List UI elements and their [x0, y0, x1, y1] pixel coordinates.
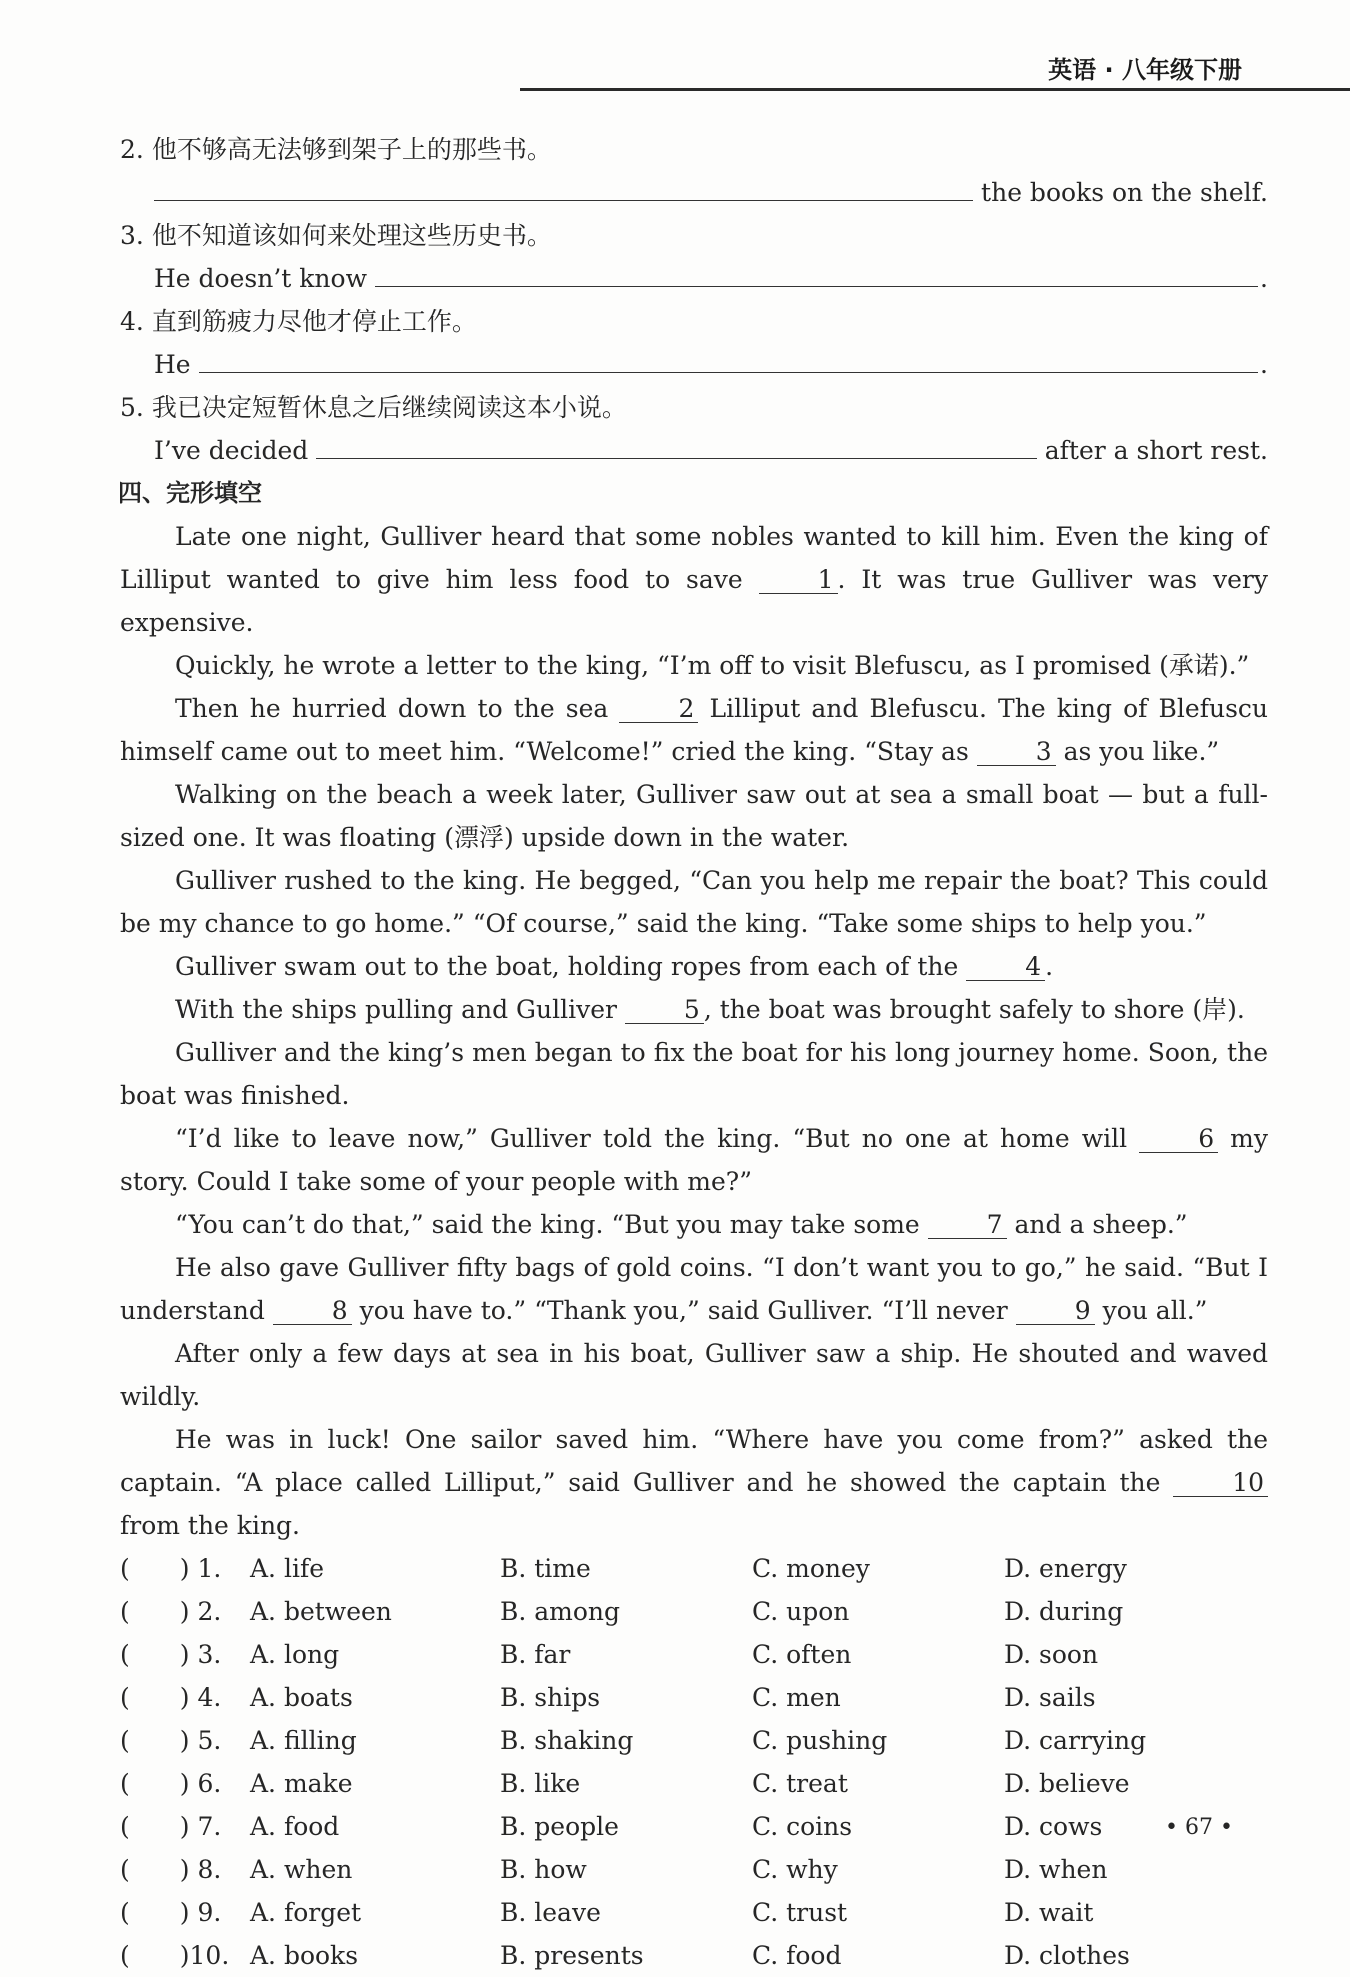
passage-paragraph-9 — [120, 1117, 1268, 1203]
option-d[interactable]: D. energy — [1004, 1554, 1127, 1583]
item-prefix: I’ve decided — [154, 436, 309, 465]
item-suffix: the books on the shelf. — [981, 178, 1268, 207]
option-d[interactable]: D. during — [1004, 1597, 1124, 1626]
answer-bracket[interactable]: ( ) 9. — [120, 1898, 222, 1927]
section-title: 四、完形填空 — [118, 479, 262, 507]
page-content — [120, 128, 1268, 1977]
cloze-blank-8[interactable]: 8 — [273, 1298, 352, 1325]
item-number: 4. — [120, 307, 144, 336]
answer-bracket[interactable]: ( ) 3. — [120, 1640, 222, 1669]
passage-paragraph-4 — [120, 773, 1268, 859]
item-suffix: . — [1260, 350, 1268, 379]
option-b[interactable]: B. far — [500, 1640, 571, 1669]
option-a[interactable]: A. boats — [250, 1683, 353, 1712]
option-b[interactable]: B. how — [500, 1855, 587, 1884]
item-chinese: 他不知道该如何来处理这些历史书。 — [151, 221, 552, 250]
option-row — [120, 1633, 1268, 1676]
option-a[interactable]: A. make — [250, 1769, 353, 1798]
option-c[interactable]: C. trust — [752, 1898, 848, 1927]
item-chinese: 我已决定短暂休息之后继续阅读这本小说。 — [151, 393, 627, 422]
text: Walking on the beach a week later, Gulliver saw out at sea a small boat — but a full-sized one. It was floating (漂浮) upside down in the water. — [120, 780, 1268, 852]
text: After only a few days at sea in his boat, Gulliver saw a ship. He shouted and waved wildly. — [120, 1339, 1268, 1411]
option-row — [120, 1676, 1268, 1719]
item-suffix: after a short rest. — [1044, 436, 1268, 465]
cloze-blank-1[interactable]: 1 — [759, 567, 838, 594]
option-b[interactable]: B. shaking — [500, 1726, 634, 1755]
answer-blank[interactable] — [375, 260, 1258, 287]
item-prefix: He — [154, 350, 191, 379]
option-row — [120, 1590, 1268, 1633]
option-row — [120, 1719, 1268, 1762]
header-rule — [520, 88, 1350, 91]
option-c[interactable]: C. treat — [752, 1769, 848, 1798]
option-a[interactable]: A. long — [250, 1640, 340, 1669]
option-d[interactable]: D. believe — [1004, 1769, 1130, 1798]
passage-paragraph-12 — [120, 1332, 1268, 1418]
text: “I’d like to leave now,” Gulliver told the king. “But no one at home will — [175, 1124, 1128, 1153]
translation-item-4-cn — [120, 300, 1268, 343]
text: Gulliver rushed to the king. He begged, “Can you help me repair the boat? This could be my chance to go home.” “Of course,” said the king. “Take some ships to help you.” — [120, 866, 1268, 938]
passage-paragraph-10 — [120, 1203, 1268, 1246]
cloze-blank-3[interactable]: 3 — [977, 739, 1056, 766]
item-chinese: 他不够高无法够到架子上的那些书。 — [151, 135, 552, 164]
option-b[interactable]: B. ships — [500, 1683, 601, 1712]
cloze-blank-4[interactable]: 4 — [966, 954, 1045, 981]
item-number: 2. — [120, 135, 144, 164]
text: Gulliver swam out to the boat, holding ropes from each of the — [175, 952, 959, 981]
passage-paragraph-3 — [120, 687, 1268, 773]
cloze-blank-2[interactable]: 2 — [619, 696, 698, 723]
option-d[interactable]: D. sails — [1004, 1683, 1096, 1712]
cloze-blank-5[interactable]: 5 — [625, 997, 704, 1024]
option-d[interactable]: D. when — [1004, 1855, 1108, 1884]
option-b[interactable]: B. time — [500, 1554, 591, 1583]
translation-item-2-cn — [120, 128, 1268, 171]
answer-bracket[interactable]: ( ) 2. — [120, 1597, 222, 1626]
passage-paragraph-5 — [120, 859, 1268, 945]
options-table — [120, 1547, 1268, 1977]
cloze-blank-10[interactable]: 10 — [1173, 1470, 1268, 1497]
item-number: 3. — [120, 221, 144, 250]
answer-bracket[interactable]: ( ) 6. — [120, 1769, 222, 1798]
passage-paragraph-8 — [120, 1031, 1268, 1117]
option-row — [120, 1891, 1268, 1934]
option-c[interactable]: C. pushing — [752, 1726, 888, 1755]
option-c[interactable]: C. men — [752, 1683, 841, 1712]
item-chinese: 直到筋疲力尽他才停止工作。 — [151, 307, 477, 336]
text: my story. Could I take some of your people with me?” — [120, 1124, 1269, 1196]
translation-item-5-cn — [120, 386, 1268, 429]
answer-bracket[interactable]: ( ) 7. — [120, 1812, 222, 1841]
option-c[interactable]: C. food — [752, 1941, 842, 1970]
option-row — [120, 1934, 1268, 1977]
answer-bracket[interactable]: ( ) 8. — [120, 1855, 222, 1884]
text: With the ships pulling and Gulliver — [175, 995, 617, 1024]
option-a[interactable]: A. filling — [250, 1726, 357, 1755]
text: Then he hurried down to the sea — [175, 694, 609, 723]
option-d[interactable]: D. clothes — [1004, 1941, 1130, 1970]
text: . It was true Gulliver was very expensive. — [120, 565, 1268, 637]
text: Lilliput and Blefuscu. The king of Blefuscu himself came out to meet him. “Welcome!” cried the king. “Stay as — [120, 694, 1268, 766]
passage-paragraph-1 — [120, 515, 1268, 644]
text: “You can’t do that,” said the king. “But you may take some — [175, 1210, 920, 1239]
text: and a sheep.” — [1014, 1210, 1188, 1239]
option-d[interactable]: D. carrying — [1004, 1726, 1147, 1755]
option-c[interactable]: C. upon — [752, 1597, 850, 1626]
answer-bracket[interactable]: ( )10. — [120, 1941, 230, 1970]
option-b[interactable]: B. people — [500, 1812, 619, 1841]
cloze-blank-9[interactable]: 9 — [1016, 1298, 1095, 1325]
option-c[interactable]: C. often — [752, 1640, 852, 1669]
answer-bracket[interactable]: ( ) 4. — [120, 1683, 222, 1712]
option-d[interactable]: D. soon — [1004, 1640, 1099, 1669]
text: you have to.” “Thank you,” said Gulliver. “I’ll never — [359, 1296, 1008, 1325]
option-b[interactable]: B. presents — [500, 1941, 644, 1970]
passage-paragraph-13 — [120, 1418, 1268, 1547]
answer-blank[interactable] — [316, 432, 1036, 459]
passage-paragraph-2 — [120, 644, 1268, 687]
passage-paragraph-6 — [120, 945, 1268, 988]
option-d[interactable]: D. cows — [1004, 1812, 1103, 1841]
text: , the boat was brought safely to shore (岸). — [703, 995, 1245, 1024]
text: . — [1045, 952, 1054, 981]
text: Quickly, he wrote a letter to the king, “I’m off to visit Blefuscu, as I promised (承诺).” — [175, 651, 1250, 680]
option-a[interactable]: A. when — [250, 1855, 353, 1884]
option-row — [120, 1805, 1268, 1848]
option-a[interactable]: A. forget — [250, 1898, 362, 1927]
text: He was in luck! One sailor saved him. “Where have you come from?” asked the captain. “A place called Lilliput,” said Gulliver and he showed the captain the — [120, 1425, 1268, 1497]
option-a[interactable]: A. between — [250, 1597, 392, 1626]
option-c[interactable]: C. why — [752, 1855, 838, 1884]
passage-paragraph-11 — [120, 1246, 1268, 1332]
answer-bracket[interactable]: ( ) 1. — [120, 1554, 222, 1583]
text: from the king. — [120, 1511, 300, 1540]
cloze-blank-6[interactable]: 6 — [1139, 1126, 1218, 1153]
translation-item-3-cn — [120, 214, 1268, 257]
option-b[interactable]: B. leave — [500, 1898, 601, 1927]
item-number: 5. — [120, 393, 144, 422]
page-header-title: 英语 · 八年级下册 — [1048, 56, 1242, 84]
answer-blank[interactable] — [199, 346, 1258, 373]
option-b[interactable]: B. among — [500, 1597, 621, 1626]
option-c[interactable]: C. coins — [752, 1812, 853, 1841]
text: He also gave Gulliver fifty bags of gold coins. “I don’t want you to go,” he said. “But I understand — [120, 1253, 1268, 1325]
translation-item-5-answer — [120, 429, 1268, 472]
answer-bracket[interactable]: ( ) 5. — [120, 1726, 222, 1755]
text: you all.” — [1102, 1296, 1208, 1325]
option-row — [120, 1762, 1268, 1805]
item-prefix: He doesn’t know — [154, 264, 367, 293]
text: as you like.” — [1063, 737, 1220, 766]
text: Gulliver and the king’s men began to fix the boat for his long journey home. Soon, the boat was finished. — [120, 1038, 1268, 1110]
passage-paragraph-7 — [120, 988, 1268, 1031]
option-row — [120, 1848, 1268, 1891]
option-a[interactable]: A. books — [250, 1941, 359, 1970]
option-b[interactable]: B. like — [500, 1769, 581, 1798]
page-number: • 67 • — [1165, 1815, 1233, 1840]
translation-item-4-answer — [120, 343, 1268, 386]
text: Late one night, Gulliver heard that some nobles wanted to kill him. Even the king of Lilliput wanted to give him less food to save — [120, 522, 1268, 594]
option-row — [120, 1547, 1268, 1590]
answer-blank[interactable] — [154, 174, 973, 201]
option-a[interactable]: A. food — [250, 1812, 340, 1841]
translation-item-3-answer — [120, 257, 1268, 300]
option-a[interactable]: A. life — [250, 1554, 324, 1583]
option-d[interactable]: D. wait — [1004, 1898, 1094, 1927]
item-suffix: . — [1260, 264, 1268, 293]
option-c[interactable]: C. money — [752, 1554, 870, 1583]
cloze-blank-7[interactable]: 7 — [928, 1212, 1007, 1239]
translation-item-2-answer — [120, 171, 1268, 214]
